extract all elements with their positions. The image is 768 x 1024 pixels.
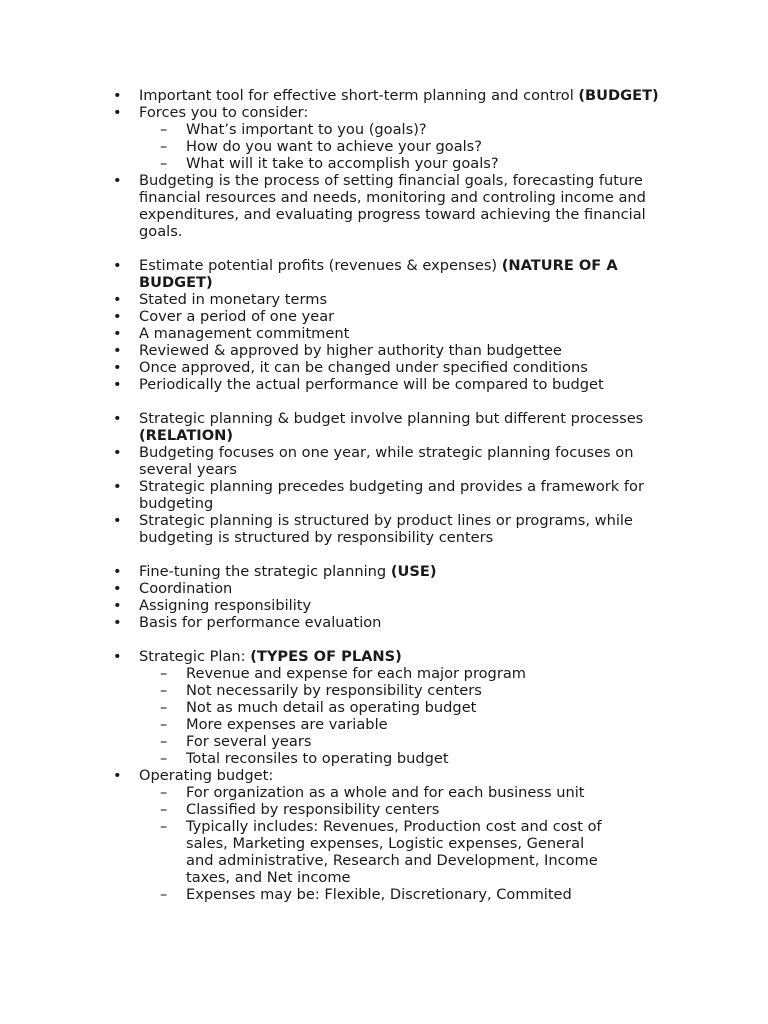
bullet-section xyxy=(0,257,768,393)
item-text: Estimate potential profits (revenues & expenses) xyxy=(139,257,502,274)
sub-item-text: What will it take to accomplish your goals? xyxy=(186,155,499,172)
list-item xyxy=(0,580,768,597)
sub-list-item xyxy=(0,801,688,818)
item-heading-label: (NATURE OF A BUDGET) xyxy=(139,257,618,291)
item-text: Strategic planning & budget involve planning but different processes xyxy=(139,410,644,427)
list-item xyxy=(0,172,768,240)
dash-icon: – xyxy=(160,665,168,682)
bullet-icon: • xyxy=(113,87,122,104)
dash-icon: – xyxy=(160,138,168,155)
bullet-icon: • xyxy=(113,597,122,614)
bullet-icon: • xyxy=(113,512,122,529)
sub-item-text: Not necessarily by responsibility centers xyxy=(186,682,482,699)
item-text: Cover a period of one year xyxy=(139,308,335,325)
dash-icon: – xyxy=(160,750,168,767)
list-item xyxy=(0,257,768,291)
sub-list-item xyxy=(0,699,688,716)
list-item xyxy=(0,614,768,631)
list-item xyxy=(0,87,768,104)
dash-icon: – xyxy=(160,155,168,172)
dash-icon: – xyxy=(160,801,168,818)
sub-list xyxy=(139,784,688,903)
sub-list xyxy=(139,665,688,767)
bullet-section xyxy=(0,410,768,546)
sub-item-text: Typically includes: Revenues, Production cost and cost of sales, Marketing expenses, Logistic expenses, General and administrative, Research and Development, Income taxes, and Net income xyxy=(186,818,602,886)
bullet-icon: • xyxy=(113,342,122,359)
item-heading-label: (TYPES OF PLANS) xyxy=(250,648,402,665)
dash-icon: – xyxy=(160,121,168,138)
list-item xyxy=(0,648,768,767)
item-text: Reviewed & approved by higher authority than budgettee xyxy=(139,342,562,359)
sub-item-text: How do you want to achieve your goals? xyxy=(186,138,483,155)
sub-list-item xyxy=(0,155,688,172)
bullet-icon: • xyxy=(113,257,122,274)
sub-item-text: Revenue and expense for each major program xyxy=(186,665,526,682)
item-text: Assigning responsibility xyxy=(139,597,312,614)
bullet-icon: • xyxy=(113,648,122,665)
item-heading-label: (USE) xyxy=(390,563,437,580)
dash-icon: – xyxy=(160,733,168,750)
item-text: A management commitment xyxy=(139,325,350,342)
bullet-icon: • xyxy=(113,308,122,325)
item-text: Basis for performance evaluation xyxy=(139,614,382,631)
bullet-icon: • xyxy=(113,614,122,631)
bullet-section xyxy=(0,87,768,240)
dash-icon: – xyxy=(160,784,168,801)
item-text: Strategic planning precedes budgeting and provides a framework for budgeting xyxy=(139,478,644,512)
list-item xyxy=(0,444,768,478)
bullet-icon: • xyxy=(113,325,122,342)
list-item xyxy=(0,767,768,903)
sub-list-item xyxy=(0,121,688,138)
bullet-icon: • xyxy=(113,376,122,393)
list-item xyxy=(0,512,768,546)
item-text: Fine-tuning the strategic planning xyxy=(139,563,391,580)
sub-item-text: Classified by responsibility centers xyxy=(186,801,440,818)
bullet-section xyxy=(0,648,768,903)
list-item xyxy=(0,359,768,376)
item-text: Strategic planning is structured by product lines or programs, while budgeting is structured by responsibility centers xyxy=(139,512,633,546)
list-item xyxy=(0,342,768,359)
sub-list-item xyxy=(0,733,688,750)
sub-item-text: What’s important to you (goals)? xyxy=(186,121,427,138)
dash-icon: – xyxy=(160,886,168,903)
list-item xyxy=(0,104,768,172)
bullet-icon: • xyxy=(113,359,122,376)
bullet-icon: • xyxy=(113,410,122,427)
sub-item-text: For organization as a whole and for each business unit xyxy=(186,784,585,801)
list-item xyxy=(0,308,768,325)
bullet-icon: • xyxy=(113,478,122,495)
sub-item-text: For several years xyxy=(186,733,312,750)
list-item xyxy=(0,563,768,580)
item-text: Periodically the actual performance will be compared to budget xyxy=(139,376,604,393)
item-text: Coordination xyxy=(139,580,233,597)
sub-item-text: Expenses may be: Flexible, Discretionary, Commited xyxy=(186,886,572,903)
bullet-icon: • xyxy=(113,104,122,121)
sub-item-text: More expenses are variable xyxy=(186,716,388,733)
bullet-icon: • xyxy=(113,767,122,784)
dash-icon: – xyxy=(160,716,168,733)
sub-list-item xyxy=(0,784,688,801)
sub-list-item xyxy=(0,886,688,903)
sub-list-item xyxy=(0,716,688,733)
bullet-section xyxy=(0,563,768,631)
list-item xyxy=(0,376,768,393)
sub-list xyxy=(139,121,688,172)
sub-list-item xyxy=(0,682,688,699)
sub-list-item xyxy=(0,665,688,682)
bullet-icon: • xyxy=(113,444,122,461)
item-heading-label: (RELATION) xyxy=(139,427,234,444)
bullet-icon: • xyxy=(113,172,122,189)
bullet-icon: • xyxy=(113,563,122,580)
sub-item-text: Total reconsiles to operating budget xyxy=(186,750,449,767)
dash-icon: – xyxy=(160,699,168,716)
sub-list-item xyxy=(0,818,688,886)
item-text: Forces you to consider: xyxy=(139,104,309,121)
sub-list-item xyxy=(0,138,688,155)
sub-list-item xyxy=(0,750,688,767)
list-item xyxy=(0,291,768,308)
item-text: Budgeting is the process of setting financial goals, forecasting future financial resources and needs, monitoring and controling income and expenditures, and evaluating progress toward achieving the financial goals. xyxy=(139,172,646,240)
item-text: Stated in monetary terms xyxy=(139,291,328,308)
sub-item-text: Not as much detail as operating budget xyxy=(186,699,477,716)
list-item xyxy=(0,597,768,614)
dash-icon: – xyxy=(160,818,168,835)
item-text: Important tool for effective short-term planning and control xyxy=(139,87,579,104)
item-text: Operating budget: xyxy=(139,767,274,784)
item-text: Once approved, it can be changed under specified conditions xyxy=(139,359,588,376)
list-item xyxy=(0,410,768,444)
item-text: Budgeting focuses on one year, while strategic planning focuses on several years xyxy=(139,444,634,478)
bullet-icon: • xyxy=(113,291,122,308)
dash-icon: – xyxy=(160,682,168,699)
item-heading-label: (BUDGET) xyxy=(578,87,659,104)
bullet-icon: • xyxy=(113,580,122,597)
list-item xyxy=(0,478,768,512)
list-item xyxy=(0,325,768,342)
item-text: Strategic Plan: xyxy=(139,648,251,665)
